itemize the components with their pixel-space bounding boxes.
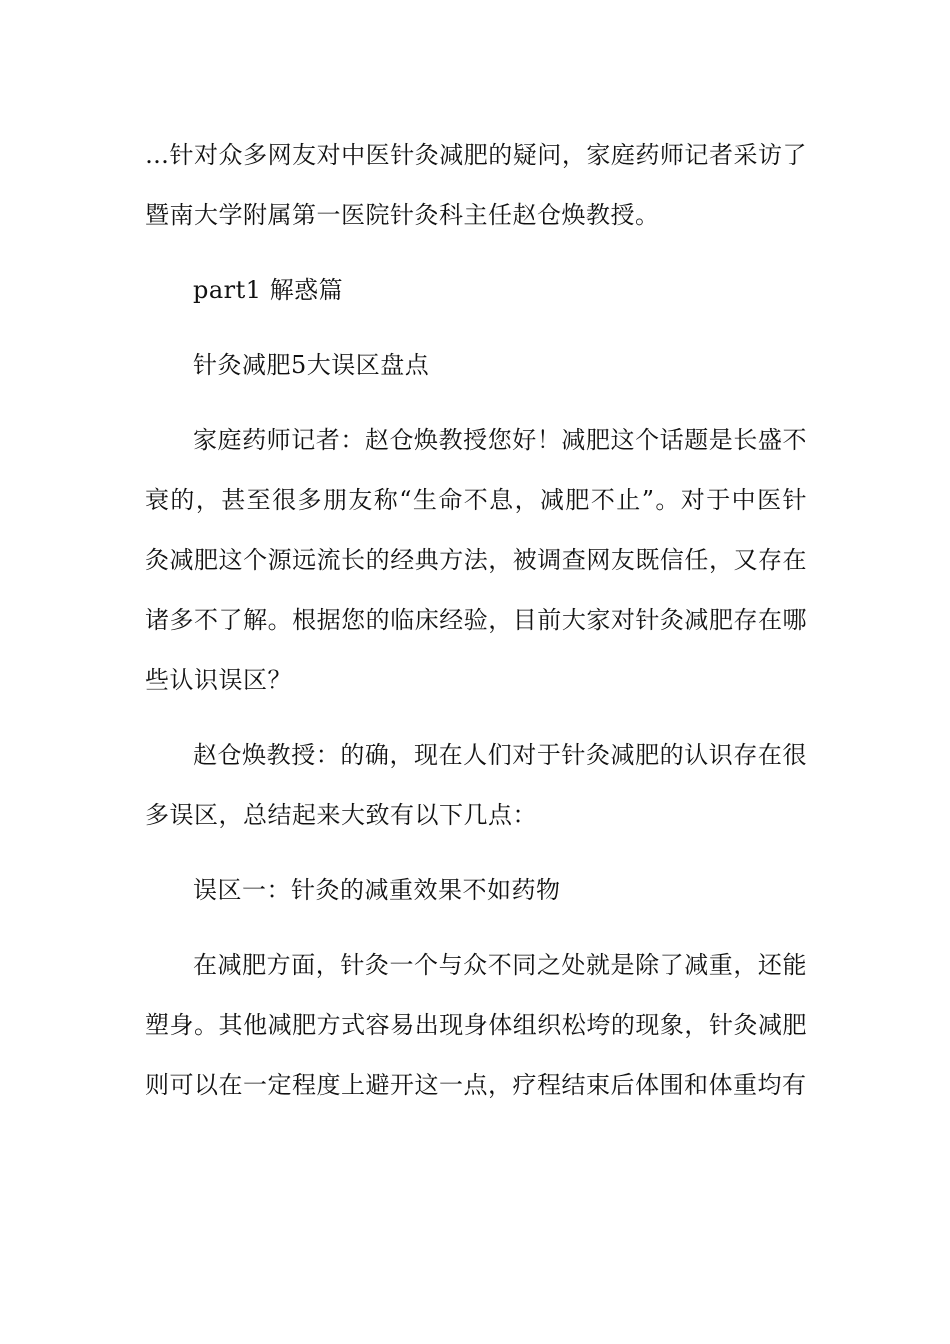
professor-answer-paragraph: 赵仓焕教授：的确，现在人们对于针灸减肥的认识存在很多误区，总结起来大致有以下几点：	[145, 741, 807, 829]
reporter-question-paragraph: 家庭药师记者：赵仓焕教授您好！减肥这个话题是长盛不衰的，甚至很多朋友称“生命不息，减肥不止”。对于中医针灸减肥这个源远流长的经典方法，被调查网友既信任，又存在诸多不了解。根据您的临床经验，目前大家对针灸减肥存在哪些认识误区？	[145, 426, 807, 694]
myth-one-paragraph: 在减肥方面，针灸一个与众不同之处就是除了减重，还能塑身。其他减肥方式容易出现身体组织松垮的现象，针灸减肥则可以在一定程度上避开这一点，疗程结束后体围和体重均有	[145, 951, 807, 1099]
section-heading: part1 解惑篇	[193, 276, 344, 304]
document-body	[145, 125, 807, 1115]
myth-one-heading: 误区一：针灸的减重效果不如药物	[193, 876, 561, 904]
subsection-heading: 针灸减肥5大误区盘点	[193, 351, 430, 379]
intro-paragraph: …针对众多网友对中医针灸减肥的疑问，家庭药师记者采访了暨南大学附属第一医院针灸科主任赵仓焕教授。	[145, 141, 807, 229]
